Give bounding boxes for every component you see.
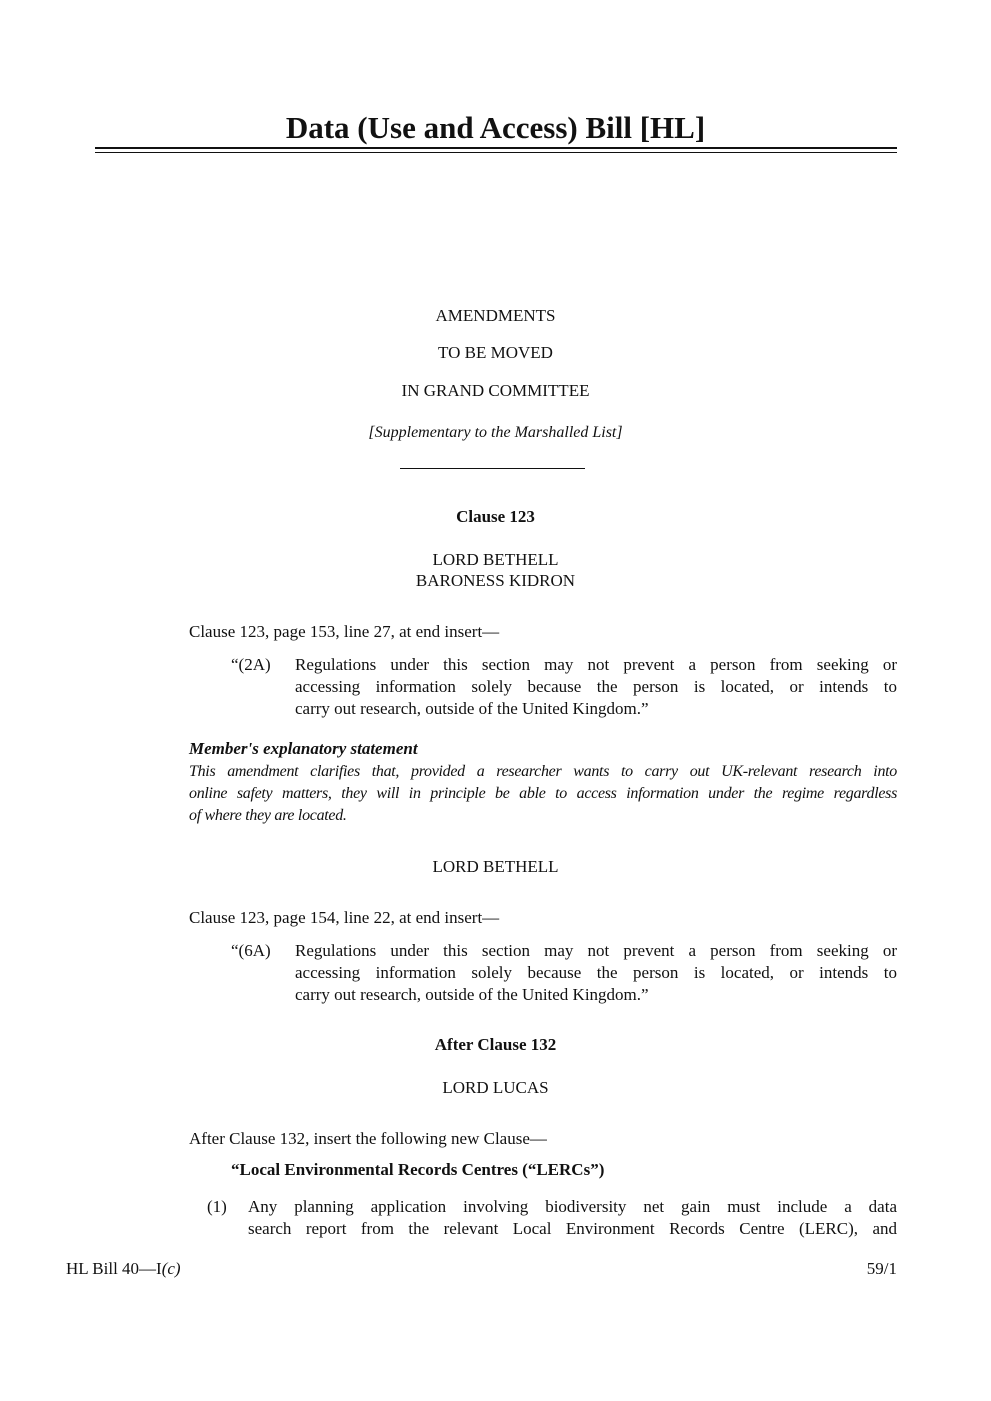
heading-line: IN GRAND COMMITTEE [401, 381, 590, 400]
member-name: BARONESS KIDRON [415, 571, 576, 590]
subheading: [Supplementary to the Marshalled List] [368, 424, 623, 441]
member-name: LORD BETHELL [432, 550, 559, 569]
title-rule-bottom [95, 152, 897, 153]
new-clause-title: “Local Environmental Records Centres (“LERCs”) [231, 1160, 605, 1179]
new-clause-text-line: search report from the relevant Local Environment Records Centre (LERC), and [248, 1219, 897, 1238]
amendment-text-line: Regulations under this section may not prevent a person from seeking or [295, 655, 897, 674]
new-clause-text-line: Any planning application involving biodiversity net gain must include a data [248, 1197, 897, 1216]
title-rule-top [95, 147, 897, 149]
bill-title: Data (Use and Access) Bill [HL] [285, 110, 706, 145]
explanatory-statement-line: online safety matters, they will in principle be able to access information under the regime regardless [189, 785, 897, 802]
member-name: LORD LUCAS [442, 1078, 549, 1097]
explanatory-statement-line: This amendment clarifies that, provided a researcher wants to carry out UK-relevant research into [189, 763, 897, 780]
explanatory-statement-line: of where they are located. [189, 807, 347, 824]
heading-line: TO BE MOVED [438, 343, 553, 362]
amendment-text-line: carry out research, outside of the United Kingdom.” [295, 699, 649, 718]
amendment-text-line: Regulations under this section may not prevent a person from seeking or [295, 941, 897, 960]
heading-line: AMENDMENTS [435, 306, 556, 325]
item-label: (1) [207, 1197, 227, 1216]
amendment-text-line: accessing information solely because the person is located, or intends to [295, 677, 897, 696]
bill-reference [66, 1258, 181, 1280]
bill-reference-main: HL Bill 40—I [66, 1259, 162, 1278]
amendment-instruction: After Clause 132, insert the following new Clause— [189, 1129, 547, 1148]
page-number: 59/1 [866, 1259, 897, 1278]
amendment-instruction: Clause 123, page 153, line 27, at end insert— [189, 622, 500, 641]
amendment-text-line: accessing information solely because the person is located, or intends to [295, 963, 897, 982]
member-name: LORD BETHELL [432, 857, 559, 876]
subsection-label: “(2A) [231, 655, 271, 674]
bill-reference-suffix: (c) [161, 1259, 181, 1278]
clause-heading: Clause 123 [456, 507, 535, 526]
amendment-text-line: carry out research, outside of the United Kingdom.” [295, 985, 649, 1004]
explanatory-statement-title: Member's explanatory statement [189, 739, 418, 758]
subsection-label: “(6A) [231, 941, 271, 960]
section-divider [400, 468, 585, 469]
clause-heading: After Clause 132 [434, 1035, 557, 1054]
amendment-instruction: Clause 123, page 154, line 22, at end insert— [189, 908, 500, 927]
